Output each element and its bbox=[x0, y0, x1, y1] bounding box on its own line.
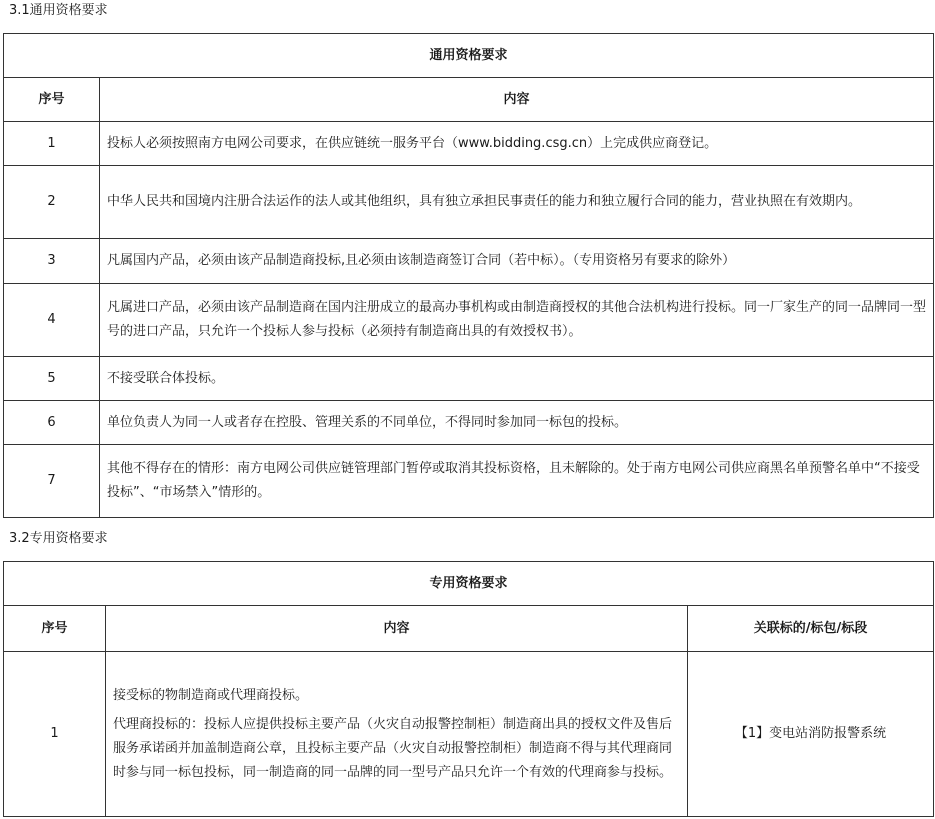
row-number: 5 bbox=[4, 357, 100, 401]
table-row bbox=[4, 284, 934, 357]
row-number: 2 bbox=[4, 166, 100, 239]
section-heading-special: 3.2专用资格要求 bbox=[9, 531, 108, 546]
table-row bbox=[4, 166, 934, 239]
table-row bbox=[4, 122, 934, 166]
column-header-no: 序号 bbox=[4, 78, 100, 122]
row-content: 凡属进口产品，必须由该产品制造商在国内注册成立的最高办事机构或由制造商授权的其他合法机构进行投标。同一厂家生产的同一品牌同一型号的进口产品，只允许一个投标人参与投标（必须持有制造商出具的有效授权书）。 bbox=[100, 284, 934, 357]
column-header-no: 序号 bbox=[4, 606, 106, 652]
row-number: 4 bbox=[4, 284, 100, 357]
column-header-content: 内容 bbox=[106, 606, 688, 652]
column-header-content: 内容 bbox=[100, 78, 934, 122]
table-header-row bbox=[4, 78, 934, 122]
table-row bbox=[4, 401, 934, 445]
row-number: 1 bbox=[4, 122, 100, 166]
table-row bbox=[4, 652, 934, 817]
table-row bbox=[4, 239, 934, 284]
section-heading-general: 3.1通用资格要求 bbox=[9, 3, 108, 18]
row-content-paragraph: 接受标的物制造商或代理商投标。 bbox=[113, 687, 309, 703]
row-content: 中华人民共和国境内注册合法运作的法人或其他组织，具有独立承担民事责任的能力和独立履行合同的能力，营业执照在有效期内。 bbox=[100, 166, 934, 239]
row-content: 投标人必须按照南方电网公司要求，在供应链统一服务平台（www.bidding.csg.cn）上完成供应商登记。 bbox=[100, 122, 934, 166]
table-header-row bbox=[4, 606, 934, 652]
row-content: 不接受联合体投标。 bbox=[100, 357, 934, 401]
row-content-paragraph: 代理商投标的：投标人应提供投标主要产品（火灾自动报警控制柜）制造商出具的授权文件及售后服务承诺函并加盖制造商公章，且投标主要产品（火灾自动报警控制柜）制造商不得与其代理商同时参与同一标包投标，同一制造商的同一品牌的同一型号产品只允许一个有效的代理商参与投标。 bbox=[113, 716, 673, 780]
row-content: 单位负责人为同一人或者存在控股、管理关系的不同单位，不得同时参加同一标包的投标。 bbox=[100, 401, 934, 445]
row-number: 7 bbox=[4, 445, 100, 518]
table-title-row bbox=[4, 34, 934, 78]
row-content bbox=[106, 652, 688, 817]
column-header-related-lot: 关联标的/标包/标段 bbox=[688, 606, 934, 652]
table-title: 专用资格要求 bbox=[4, 562, 934, 606]
table-title: 通用资格要求 bbox=[4, 34, 934, 78]
row-content: 凡属国内产品，必须由该产品制造商投标,且必须由该制造商签订合同（若中标）。（专用资格另有要求的除外） bbox=[100, 239, 934, 284]
table-row bbox=[4, 357, 934, 401]
special-qualification-table bbox=[3, 561, 934, 817]
row-number: 6 bbox=[4, 401, 100, 445]
general-qualification-table bbox=[3, 33, 934, 518]
row-number: 1 bbox=[4, 652, 106, 817]
row-content: 其他不得存在的情形：南方电网公司供应链管理部门暂停或取消其投标资格，且未解除的。处于南方电网公司供应商黑名单预警名单中“不接受投标”、“市场禁入”情形的。 bbox=[100, 445, 934, 518]
row-number: 3 bbox=[4, 239, 100, 284]
table-title-row bbox=[4, 562, 934, 606]
related-lot: 【1】变电站消防报警系统 bbox=[688, 652, 934, 817]
table-row bbox=[4, 445, 934, 518]
